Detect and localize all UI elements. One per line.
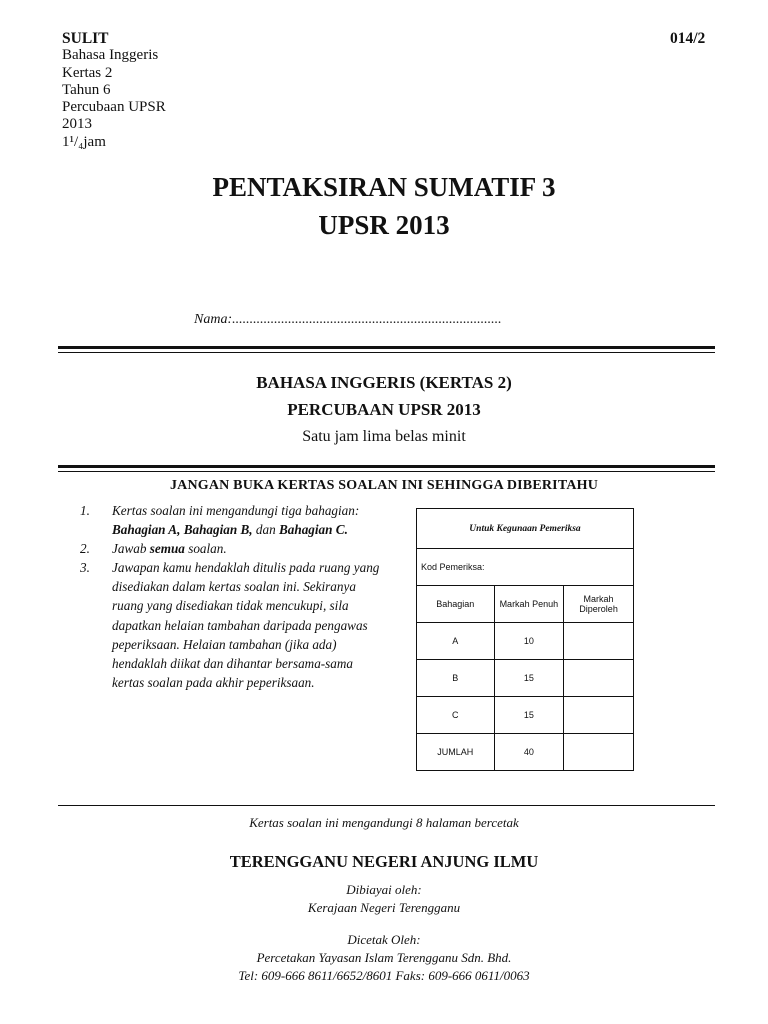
section-cell: A (417, 623, 495, 660)
instruction-text: Jawapan kamu hendaklah ditulis pada ruang yang disediakan dalam kertas soalan ini. Sekiranya ruang yang disediakan tidak mencukupi, sila dapatkan helaian tambahan daripada pengawas peperiksaan. Helaian tambahan (jika ada) hendaklah diikat dan dihantar bersama-sama kertas soalan pada akhir peperiksaan. (112, 560, 380, 690)
table-row (417, 697, 634, 734)
full-marks-cell: 40 (494, 734, 564, 771)
table-row (417, 623, 634, 660)
subject-label: Bahasa Inggeris (62, 47, 159, 64)
header-info (62, 30, 166, 151)
instruction-text: Jawab (112, 541, 150, 557)
examiner-marks-table (416, 508, 634, 771)
instruction-item (80, 539, 380, 558)
instruction-text: dan (252, 522, 279, 538)
full-marks-cell: 15 (494, 697, 564, 734)
paper-label: Kertas 2 (62, 64, 113, 81)
section-cell: JUMLAH (417, 734, 495, 771)
exam-title: PERCUBAAN UPSR 2013 (287, 400, 481, 419)
year-level-label: Tahun 6 (62, 81, 111, 98)
marks-obtained-cell[interactable] (564, 697, 634, 734)
page-title: PENTAKSIRAN SUMATIF 3 (212, 172, 556, 202)
year-label: 2013 (62, 116, 92, 133)
section-cell: B (417, 660, 495, 697)
printer-contact: Tel: 609-666 8611/6652/8601 Faks: 609-666 0611/0063 (238, 968, 530, 983)
table-title: Untuk Kegunaan Pemeriksa (417, 509, 634, 549)
instruction-text: soalan. (184, 541, 227, 557)
col-header-full-marks: Markah Penuh (494, 586, 564, 623)
divider-mid-thin (58, 471, 715, 472)
instruction-item (80, 501, 380, 539)
instruction-number: 1. (80, 503, 90, 518)
duration-label: 1¹/₄jam (62, 133, 106, 150)
col-header-bahagian: Bahagian (417, 586, 495, 623)
section-cell: C (417, 697, 495, 734)
marks-obtained-cell[interactable] (564, 623, 634, 660)
marks-obtained-cell[interactable] (564, 734, 634, 771)
instructions (80, 501, 380, 692)
full-marks-cell: 15 (494, 660, 564, 697)
funded-by: Kerajaan Negeri Terengganu (307, 900, 461, 915)
subject-title: BAHASA INGGERIS (KERTAS 2) (256, 373, 512, 392)
marks-obtained-cell[interactable] (564, 660, 634, 697)
instruction-text: Kertas soalan ini mengandungi tiga bahagian: (112, 503, 360, 518)
funded-by-label: Dibiayai oleh: (346, 882, 422, 897)
instruction-bold: Bahagian A, Bahagian B, (112, 522, 253, 538)
divider-mid-thick (58, 465, 715, 468)
table-row (417, 660, 634, 697)
sulit-label: SULIT (62, 30, 109, 47)
duration-text: Satu jam lima belas minit (302, 428, 466, 445)
page-subtitle-year: UPSR 2013 (318, 210, 450, 240)
instruction-item (80, 558, 380, 692)
divider-top-thick (58, 346, 715, 349)
warning-text: JANGAN BUKA KERTAS SOALAN INI SEHINGGA DIBERITAHU (169, 478, 599, 493)
page-count-note: Kertas soalan ini mengandungi 8 halaman bercetak (249, 815, 519, 830)
printed-by-label: Dicetak Oleh: (347, 932, 421, 947)
table-row (417, 734, 634, 771)
instruction-number: 2. (80, 541, 90, 557)
examiner-code-label: Kod Pemeriksa: (417, 549, 634, 586)
printer-name: Percetakan Yayasan Islam Terengganu Sdn. Bhd. (256, 950, 512, 965)
col-header-marks-obtained: Markah Diperoleh (564, 586, 634, 623)
exam-label: Percubaan UPSR (62, 99, 166, 116)
paper-code: 014/2 (670, 30, 706, 47)
instruction-number: 3. (80, 560, 90, 576)
divider-bottom (58, 805, 715, 806)
name-label: Nama: (194, 312, 233, 327)
instruction-bold: semua (149, 541, 185, 557)
divider-top-thin (58, 352, 715, 353)
state-motto: TERENGGANU NEGERI ANJUNG ILMU (229, 852, 539, 871)
name-dotted-line[interactable]: ............................................................................. (232, 312, 502, 327)
instruction-bold: Bahagian C. (278, 522, 348, 538)
full-marks-cell: 10 (494, 623, 564, 660)
name-field[interactable] (194, 312, 502, 328)
